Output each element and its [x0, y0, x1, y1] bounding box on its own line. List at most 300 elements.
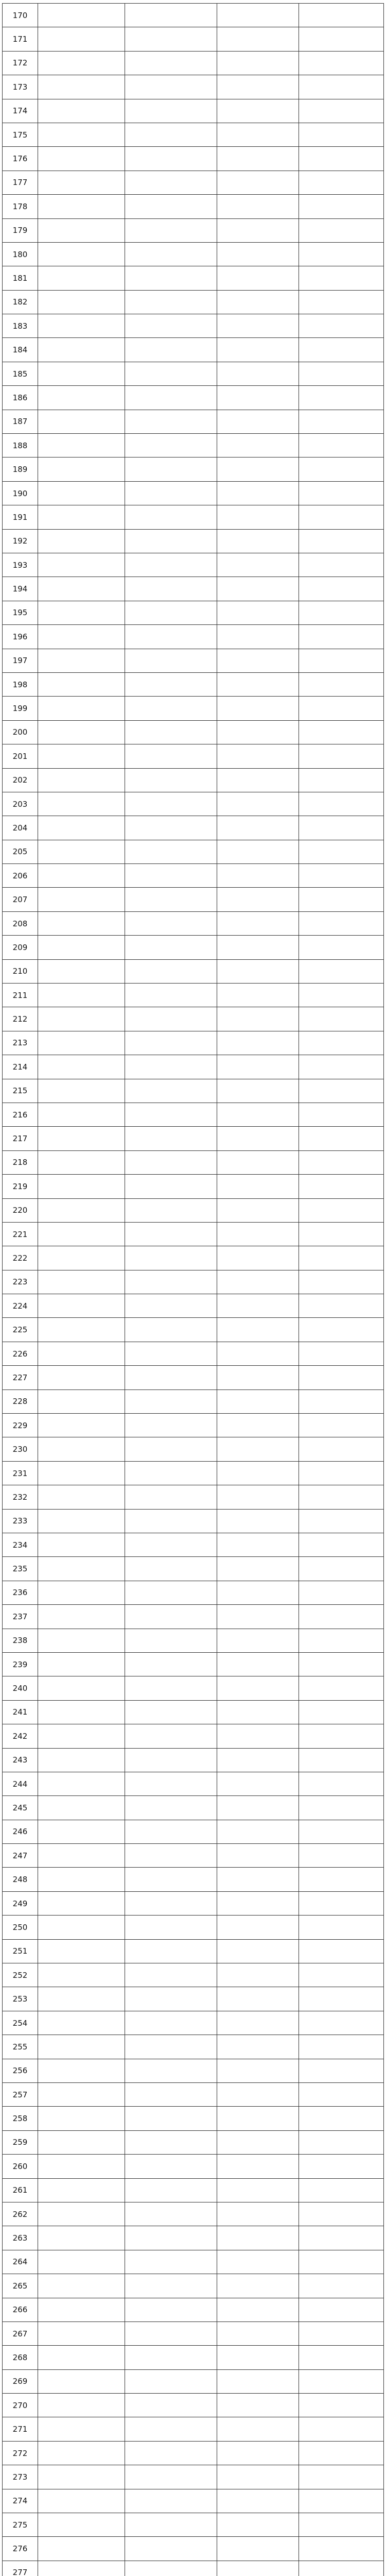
village-cell [125, 1270, 217, 1294]
contact-table [2, 3, 384, 2576]
township-cell [38, 195, 125, 218]
contact-name-cell [217, 75, 299, 99]
row-number-cell: 213 [3, 1031, 38, 1055]
phone-number-cell [299, 4, 384, 27]
township-cell [38, 1844, 125, 1868]
village-cell [125, 171, 217, 194]
row-number-cell: 253 [3, 1987, 38, 2011]
contact-name-cell [217, 2394, 299, 2417]
table-row [3, 1414, 384, 1437]
row-number-cell: 202 [3, 768, 38, 792]
contact-name-cell [217, 2107, 299, 2130]
table-row [3, 1175, 384, 1198]
village-cell [125, 649, 217, 672]
table-row [3, 27, 384, 51]
table-row [3, 2489, 384, 2513]
row-number-cell: 245 [3, 1796, 38, 1820]
row-number-cell: 198 [3, 672, 38, 696]
table-row [3, 2082, 384, 2106]
row-number-cell: 254 [3, 2011, 38, 2035]
township-cell [38, 1485, 125, 1509]
township-cell [38, 1389, 125, 1413]
table-row [3, 1676, 384, 1700]
phone-number-cell [299, 1844, 384, 1868]
phone-number-cell [299, 1103, 384, 1126]
table-row [3, 911, 384, 935]
township-cell [38, 1724, 125, 1748]
township-cell [38, 171, 125, 194]
contact-name-cell [217, 936, 299, 959]
table-row [3, 1629, 384, 1652]
table-row [3, 1127, 384, 1150]
phone-number-cell [299, 1963, 384, 1987]
table-row [3, 2537, 384, 2561]
contact-name-cell [217, 2011, 299, 2035]
row-number-cell: 172 [3, 51, 38, 75]
row-number-cell: 185 [3, 362, 38, 385]
village-cell [125, 601, 217, 624]
row-number-cell: 178 [3, 195, 38, 218]
township-cell [38, 290, 125, 314]
township-cell [38, 792, 125, 816]
contact-name-cell [217, 410, 299, 433]
village-cell [125, 1844, 217, 1868]
township-cell [38, 1055, 125, 1079]
table-row [3, 75, 384, 99]
phone-number-cell [299, 959, 384, 983]
contact-name-cell [217, 1557, 299, 1581]
table-row [3, 1844, 384, 1868]
table-row [3, 840, 384, 863]
table-row [3, 1605, 384, 1629]
table-row [3, 2417, 384, 2441]
table-row [3, 1724, 384, 1748]
phone-number-cell [299, 1820, 384, 1843]
table-row [3, 171, 384, 194]
township-cell [38, 75, 125, 99]
phone-number-cell [299, 2059, 384, 2082]
table-row [3, 481, 384, 505]
phone-number-cell [299, 1557, 384, 1581]
phone-number-cell [299, 2155, 384, 2178]
table-row [3, 1987, 384, 2011]
township-cell [38, 1198, 125, 1222]
contact-name-cell [217, 2250, 299, 2274]
contact-name-cell [217, 1581, 299, 1604]
contact-name-cell [217, 434, 299, 457]
contact-name-cell [217, 2035, 299, 2059]
contact-name-cell [217, 266, 299, 290]
contact-name-cell [217, 984, 299, 1007]
row-number-cell: 235 [3, 1557, 38, 1581]
village-cell [125, 1414, 217, 1437]
village-cell [125, 1246, 217, 1270]
village-cell [125, 1676, 217, 1700]
table-row [3, 362, 384, 385]
phone-number-cell [299, 2537, 384, 2561]
contact-name-cell [217, 242, 299, 266]
phone-number-cell [299, 2369, 384, 2393]
village-cell [125, 1652, 217, 1676]
phone-number-cell [299, 1222, 384, 1246]
phone-number-cell [299, 338, 384, 362]
contact-name-cell [217, 1772, 299, 1795]
contact-name-cell [217, 2561, 299, 2576]
phone-number-cell [299, 386, 384, 410]
village-cell [125, 1389, 217, 1413]
phone-number-cell [299, 266, 384, 290]
table-row [3, 2059, 384, 2082]
table-row [3, 314, 384, 338]
township-cell [38, 2035, 125, 2059]
row-number-cell: 258 [3, 2107, 38, 2130]
phone-number-cell [299, 123, 384, 146]
contact-name-cell [217, 1294, 299, 1318]
row-number-cell: 237 [3, 1605, 38, 1629]
phone-number-cell [299, 2346, 384, 2369]
table-row [3, 242, 384, 266]
village-cell [125, 697, 217, 720]
phone-number-cell [299, 1509, 384, 1533]
village-cell [125, 2035, 217, 2059]
phone-number-cell [299, 218, 384, 242]
phone-number-cell [299, 697, 384, 720]
village-cell [125, 505, 217, 529]
row-number-cell: 214 [3, 1055, 38, 1079]
table-row [3, 1533, 384, 1557]
table-row [3, 1318, 384, 1342]
row-number-cell: 226 [3, 1342, 38, 1365]
row-number-cell: 192 [3, 529, 38, 553]
contact-name-cell [217, 1676, 299, 1700]
village-cell [125, 744, 217, 768]
village-cell [125, 147, 217, 171]
village-cell [125, 1772, 217, 1795]
village-cell [125, 1342, 217, 1365]
phone-number-cell [299, 1079, 384, 1103]
phone-number-cell [299, 505, 384, 529]
township-cell [38, 2250, 125, 2274]
contact-name-cell [217, 2537, 299, 2561]
village-cell [125, 1485, 217, 1509]
township-cell [38, 27, 125, 51]
row-number-cell: 256 [3, 2059, 38, 2082]
village-cell [125, 2011, 217, 2035]
phone-number-cell [299, 457, 384, 481]
phone-number-cell [299, 720, 384, 744]
contact-name-cell [217, 1366, 299, 1389]
contact-name-cell [217, 4, 299, 27]
township-cell [38, 553, 125, 577]
village-cell [125, 338, 217, 362]
phone-number-cell [299, 625, 384, 649]
township-cell [38, 410, 125, 433]
township-cell [38, 864, 125, 888]
row-number-cell: 216 [3, 1103, 38, 1126]
row-number-cell: 224 [3, 1294, 38, 1318]
table-row [3, 123, 384, 146]
contact-name-cell [217, 147, 299, 171]
phone-number-cell [299, 2321, 384, 2345]
contact-name-cell [217, 2489, 299, 2513]
row-number-cell: 200 [3, 720, 38, 744]
phone-number-cell [299, 768, 384, 792]
contact-name-cell [217, 362, 299, 385]
phone-number-cell [299, 792, 384, 816]
table-row [3, 2250, 384, 2274]
phone-number-cell [299, 314, 384, 338]
village-cell [125, 1891, 217, 1915]
row-number-cell: 267 [3, 2321, 38, 2345]
row-number-cell: 175 [3, 123, 38, 146]
table-row [3, 2441, 384, 2465]
contact-name-cell [217, 1820, 299, 1843]
village-cell [125, 2130, 217, 2154]
table-row [3, 1246, 384, 1270]
township-cell [38, 2369, 125, 2393]
village-cell [125, 1724, 217, 1748]
township-cell [38, 1414, 125, 1437]
township-cell [38, 1270, 125, 1294]
row-number-cell: 250 [3, 1916, 38, 1939]
village-cell [125, 2346, 217, 2369]
village-cell [125, 2107, 217, 2130]
phone-number-cell [299, 2489, 384, 2513]
table-row [3, 1868, 384, 1891]
township-cell [38, 888, 125, 911]
table-row [3, 959, 384, 983]
township-cell [38, 768, 125, 792]
table-row [3, 51, 384, 75]
phone-number-cell [299, 1533, 384, 1557]
village-cell [125, 242, 217, 266]
township-cell [38, 434, 125, 457]
contact-name-cell [217, 2417, 299, 2441]
contact-name-cell [217, 171, 299, 194]
phone-number-cell [299, 362, 384, 385]
table-row [3, 99, 384, 123]
phone-number-cell [299, 1318, 384, 1342]
phone-number-cell [299, 2250, 384, 2274]
township-cell [38, 2130, 125, 2154]
township-cell [38, 1103, 125, 1126]
township-cell [38, 601, 125, 624]
township-cell [38, 649, 125, 672]
table-row [3, 1939, 384, 1963]
row-number-cell: 179 [3, 218, 38, 242]
contact-name-cell [217, 1652, 299, 1676]
township-cell [38, 242, 125, 266]
contact-name-cell [217, 2226, 299, 2250]
contact-name-cell [217, 1246, 299, 1270]
row-number-cell: 206 [3, 864, 38, 888]
township-cell [38, 1318, 125, 1342]
village-cell [125, 1294, 217, 1318]
township-cell [38, 2011, 125, 2035]
table-row [3, 672, 384, 696]
contact-name-cell [217, 1844, 299, 1868]
table-row [3, 1461, 384, 1485]
phone-number-cell [299, 75, 384, 99]
row-number-cell: 207 [3, 888, 38, 911]
phone-number-cell [299, 1414, 384, 1437]
contact-name-cell [217, 1700, 299, 1724]
contact-name-cell [217, 601, 299, 624]
village-cell [125, 1748, 217, 1772]
village-cell [125, 218, 217, 242]
township-cell [38, 4, 125, 27]
contact-name-cell [217, 1509, 299, 1533]
contact-name-cell [217, 1533, 299, 1557]
village-cell [125, 1939, 217, 1963]
township-cell [38, 2226, 125, 2250]
table-row [3, 1916, 384, 1939]
village-cell [125, 1820, 217, 1843]
table-row [3, 2369, 384, 2393]
phone-number-cell [299, 1772, 384, 1795]
township-cell [38, 123, 125, 146]
phone-number-cell [299, 1461, 384, 1485]
township-cell [38, 2561, 125, 2576]
township-cell [38, 2059, 125, 2082]
contact-name-cell [217, 2369, 299, 2393]
phone-number-cell [299, 1629, 384, 1652]
village-cell [125, 27, 217, 51]
table-row [3, 410, 384, 433]
contact-name-cell [217, 2155, 299, 2178]
phone-number-cell [299, 1676, 384, 1700]
row-number-cell: 244 [3, 1772, 38, 1795]
table-row [3, 2107, 384, 2130]
phone-number-cell [299, 1366, 384, 1389]
village-cell [125, 1700, 217, 1724]
table-row [3, 529, 384, 553]
table-row [3, 2011, 384, 2035]
contact-name-cell [217, 1055, 299, 1079]
phone-number-cell [299, 816, 384, 840]
contact-name-cell [217, 553, 299, 577]
table-row [3, 864, 384, 888]
contact-name-cell [217, 195, 299, 218]
table-row [3, 720, 384, 744]
township-cell [38, 1222, 125, 1246]
table-row [3, 792, 384, 816]
phone-number-cell [299, 1605, 384, 1629]
table-row [3, 4, 384, 27]
table-row [3, 1748, 384, 1772]
row-number-cell: 229 [3, 1414, 38, 1437]
contact-name-cell [217, 1437, 299, 1461]
village-cell [125, 1198, 217, 1222]
contact-name-cell [217, 1198, 299, 1222]
row-number-cell: 218 [3, 1150, 38, 1174]
village-cell [125, 75, 217, 99]
row-number-cell: 228 [3, 1389, 38, 1413]
village-cell [125, 2513, 217, 2537]
township-cell [38, 1007, 125, 1031]
township-cell [38, 1748, 125, 1772]
village-cell [125, 290, 217, 314]
table-row [3, 577, 384, 601]
table-row [3, 2202, 384, 2226]
village-cell [125, 2369, 217, 2393]
phone-number-cell [299, 2202, 384, 2226]
village-cell [125, 1437, 217, 1461]
contact-name-cell [217, 2202, 299, 2226]
contact-name-cell [217, 1724, 299, 1748]
township-cell [38, 1987, 125, 2011]
township-cell [38, 1605, 125, 1629]
contact-name-cell [217, 768, 299, 792]
row-number-cell: 238 [3, 1629, 38, 1652]
township-cell [38, 2394, 125, 2417]
contact-name-cell [217, 2465, 299, 2489]
table-row [3, 1198, 384, 1222]
township-cell [38, 1127, 125, 1150]
row-number-cell: 242 [3, 1724, 38, 1748]
table-row [3, 1055, 384, 1079]
phone-number-cell [299, 1724, 384, 1748]
row-number-cell: 259 [3, 2130, 38, 2154]
row-number-cell: 268 [3, 2346, 38, 2369]
table-row [3, 2130, 384, 2154]
phone-number-cell [299, 1916, 384, 1939]
phone-number-cell [299, 1198, 384, 1222]
contact-name-cell [217, 959, 299, 983]
row-number-cell: 197 [3, 649, 38, 672]
phone-number-cell [299, 2441, 384, 2465]
phone-number-cell [299, 1652, 384, 1676]
table-row [3, 2274, 384, 2298]
table-row [3, 553, 384, 577]
village-cell [125, 1461, 217, 1485]
township-cell [38, 1031, 125, 1055]
row-number-cell: 208 [3, 911, 38, 935]
table-row [3, 1485, 384, 1509]
table-row [3, 1007, 384, 1031]
table-row [3, 266, 384, 290]
village-cell [125, 864, 217, 888]
row-number-cell: 243 [3, 1748, 38, 1772]
row-number-cell: 234 [3, 1533, 38, 1557]
contact-name-cell [217, 2178, 299, 2202]
township-cell [38, 481, 125, 505]
village-cell [125, 2417, 217, 2441]
township-cell [38, 99, 125, 123]
phone-number-cell [299, 2178, 384, 2202]
phone-number-cell [299, 1031, 384, 1055]
row-number-cell: 176 [3, 147, 38, 171]
phone-number-cell [299, 290, 384, 314]
township-cell [38, 1868, 125, 1891]
contact-name-cell [217, 1342, 299, 1365]
phone-number-cell [299, 2513, 384, 2537]
phone-number-cell [299, 195, 384, 218]
phone-number-cell [299, 147, 384, 171]
township-cell [38, 218, 125, 242]
row-number-cell: 215 [3, 1079, 38, 1103]
contact-name-cell [217, 123, 299, 146]
contact-name-cell [217, 744, 299, 768]
row-number-cell: 274 [3, 2489, 38, 2513]
table-row [3, 649, 384, 672]
township-cell [38, 1342, 125, 1365]
township-cell [38, 2346, 125, 2369]
contact-name-cell [217, 1916, 299, 1939]
village-cell [125, 386, 217, 410]
row-number-cell: 276 [3, 2537, 38, 2561]
village-cell [125, 2394, 217, 2417]
